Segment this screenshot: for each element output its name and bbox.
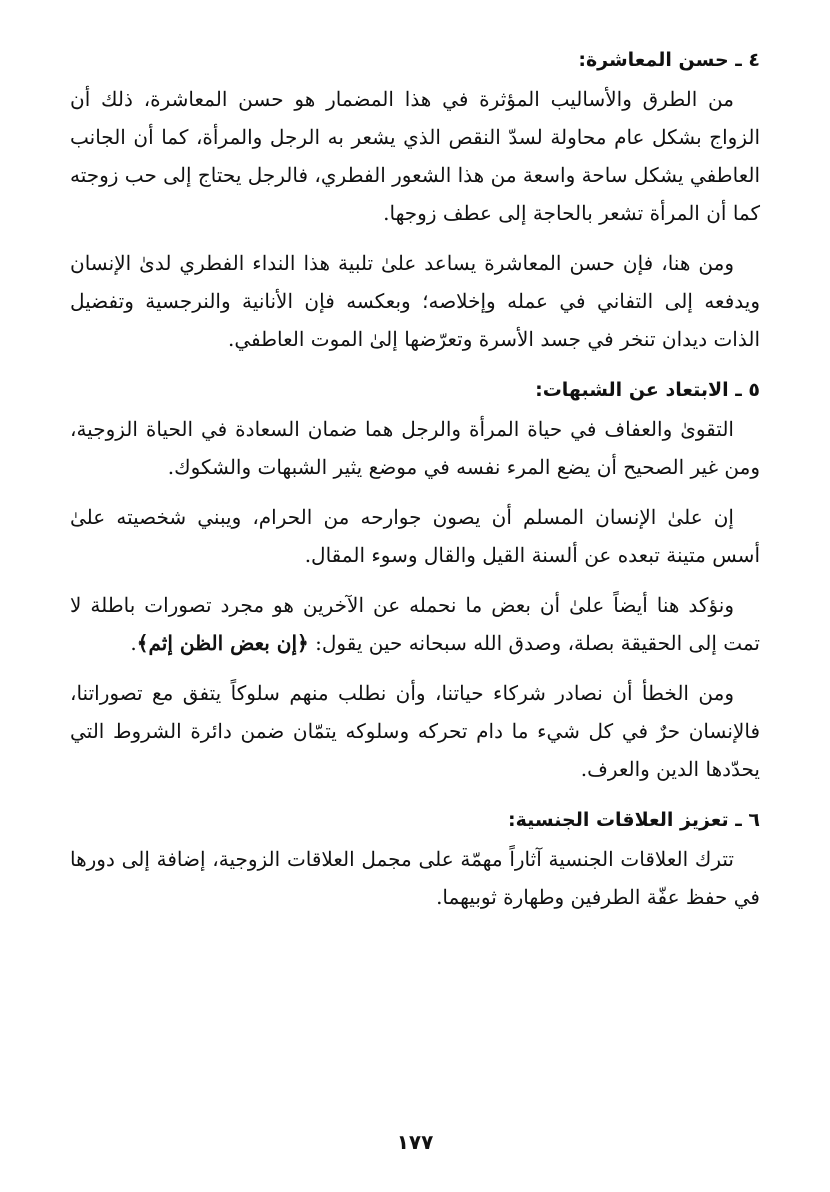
paragraph: من الطرق والأساليب المؤثرة في هذا المضمار هو حسن المعاشرة، ذلك أن الزواج بشكل عام محاولة لسدّ النقص الذي يشعر به الرجل والمرأة، كما أن الجانب العاطفي يشكل ساحة واسعة من هذا الشعور الفطري، فالرجل يحتاج إلى حب زوجته كما أن المرأة تشعر بالحاجة إلى عطف زوجها. [70,87,761,225]
quran-quote: ﴿إن بعض الظن إثم﴾ [136,631,309,655]
paragraph: ومن الخطأ أن نصادر شركاء حياتنا، وأن نطلب منهم سلوكاً يتفق مع تصوراتنا، فالإنسان حرٌ في كل شيء ما دام تحركه وسلوكه يتمّان ضمن دائرة الشروط التي يحدّدها الدين والعرف. [70,681,760,781]
paragraph-with-quote [70,586,760,662]
page-number: ١٧٧ [396,1130,434,1154]
paragraph: إن علىٰ الإنسان المسلم أن يصون جوارحه من الحرام، ويبني شخصيته علىٰ أسس متينة تبعده عن ألسنة القيل والقال وسوء المقال. [70,505,760,567]
paragraph: تترك العلاقات الجنسية آثاراً مهمّة على مجمل العلاقات الزوجية، إضافة إلى دورها في حفظ عفّة الطرفين وطهارة ثوبيهما. [70,847,760,909]
section-heading-6: ٦ ـ تعزيز العلاقات الجنسية: [508,809,760,831]
paragraph-text: ونؤكد هنا أيضاً علىٰ أن بعض ما نحمله عن الآخرين هو مجرد تصورات باطلة لا تمت إلى الحقيقة بصلة، وصدق الله سبحانه حين يقول: [70,593,760,655]
paragraph-end: . [130,631,137,655]
page-body [70,40,760,928]
paragraph: ومن هنا، فإن حسن المعاشرة يساعد علىٰ تلبية هذا النداء الفطري لدىٰ الإنسان ويدفعه إلى التفاني في عمله وإخلاصه؛ وبعكسه فإن الأنانية والنرجسية وتفضيل الذات ديدان تنخر في جسد الأسرة وتعرّضها إلىٰ الموت العاطفي. [70,251,760,351]
section-heading-5: ٥ ـ الابتعاد عن الشبهات: [535,379,760,401]
section-heading-4: ٤ ـ حسن المعاشرة: [578,49,760,71]
paragraph: التقوىٰ والعفاف في حياة المرأة والرجل هما ضمان السعادة في الحياة الزوجية، ومن غير الصحيح أن يضع المرء نفسه في موضع يثير الشبهات والشكوك. [70,417,760,479]
